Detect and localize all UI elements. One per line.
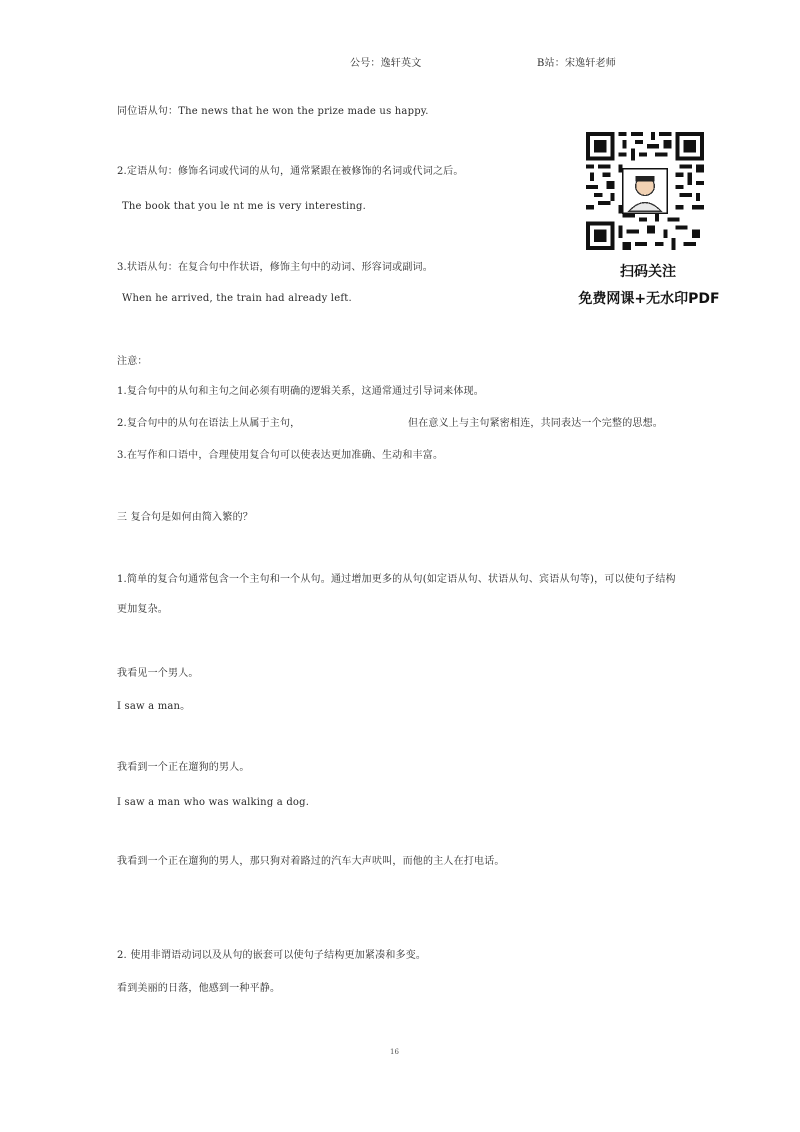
attributive-clause-example: The book that you le nt me is very interesting.	[122, 201, 367, 212]
point-1-line-2: 更加复杂。	[117, 604, 168, 615]
attributive-clause-definition: 2.定语从句：修饰名词或代词的从句，通常紧跟在被修饰的名词或代词之后。	[117, 166, 464, 177]
point-2-line: 2. 使用非谓语动词以及从句的嵌套可以使句子结构更加紧凑和多变。	[117, 950, 427, 961]
example-en-2: I saw a man who was walking a dog.	[117, 797, 310, 808]
qr-promo	[568, 128, 753, 318]
example-cn-3: 我看到一个正在遛狗的男人，那只狗对着路过的汽车大声吠叫，而他的主人在打电话。	[117, 856, 505, 867]
note-2-part-1: 2.复合句中的从句在语法上从属于主句，	[117, 418, 301, 429]
qr-caption-follow: 扫码关注	[620, 264, 676, 280]
note-2-part-2: 但在意义上与主句紧密相连，共同表达一个完整的思想。	[408, 418, 663, 429]
note-1: 1.复合句中的从句和主句之间必须有明确的逻辑关系，这通常通过引导词来体现。	[117, 386, 484, 397]
example-cn-1: 我看见一个男人。	[117, 668, 199, 679]
example-en-1: I saw a man。	[117, 701, 191, 712]
adverbial-clause-definition: 3.状语从句：在复合句中作状语，修饰主句中的动词、形容词或副词。	[117, 262, 433, 273]
header-official-account: 公号：逸轩英文	[350, 58, 422, 69]
example-cn-4: 看到美丽的日落，他感到一种平静。	[117, 983, 281, 994]
example-cn-2: 我看到一个正在遛狗的男人。	[117, 762, 250, 773]
qr-code-icon[interactable]	[586, 132, 704, 250]
page-number: 16	[390, 1048, 399, 1056]
notes-heading: 注意：	[117, 356, 148, 367]
adverbial-clause-example: When he arrived, the train had already left.	[122, 293, 352, 304]
qr-caption-free-course: 免费网课+无水印PDF	[578, 291, 720, 307]
point-1-line-1: 1.简单的复合句通常包含一个主句和一个从句。通过增加更多的从句(如定语从句、状语从句、宾语从句等)，可以使句子结构	[117, 574, 676, 585]
note-3: 3.在写作和口语中，合理使用复合句可以使表达更加准确、生动和丰富。	[117, 450, 444, 461]
header-bilibili-account: B站：宋逸轩老师	[537, 58, 616, 69]
section-three-heading: 三 复合句是如何由简入繁的？	[117, 512, 253, 523]
appositive-clause-example: 同位语从句：The news that he won the prize made us happy.	[117, 106, 429, 117]
